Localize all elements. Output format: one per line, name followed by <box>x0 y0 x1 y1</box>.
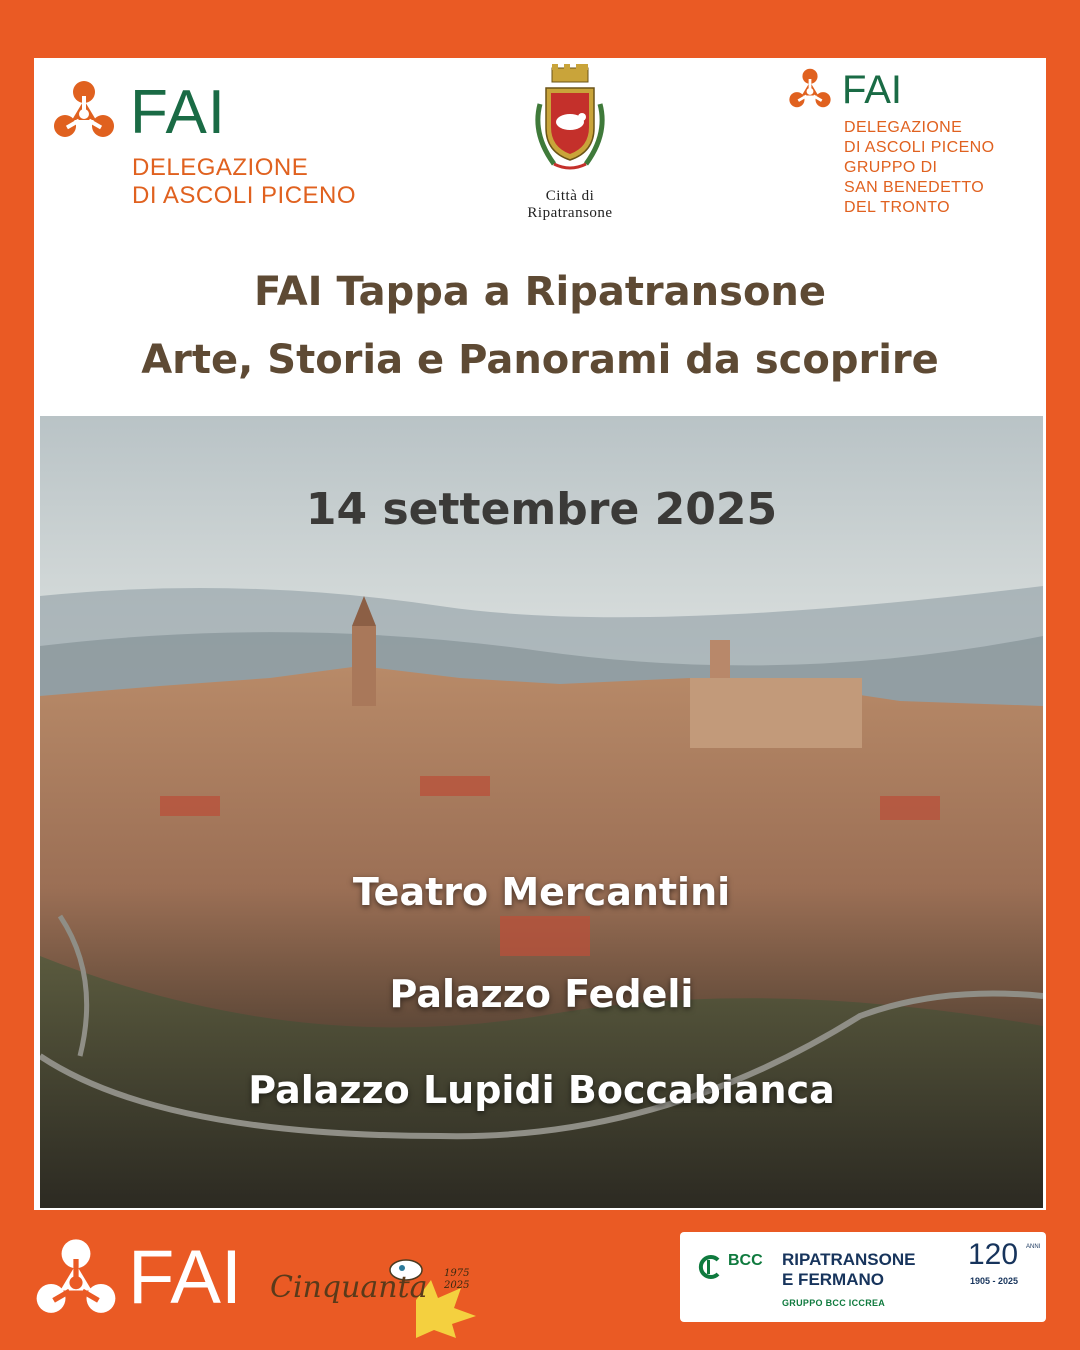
cinquanta-script: Cinquanta <box>270 1270 428 1305</box>
city-line1: Città di <box>545 188 595 204</box>
gruppo-text <box>844 118 1044 218</box>
venue-palazzo-fedeli: Palazzo Fedeli <box>389 972 694 1016</box>
fai-brand: FAI <box>842 68 903 112</box>
delegazione-line1: DELEGAZIONE <box>132 154 309 181</box>
anniversary-label: ANNI <box>1026 1244 1041 1250</box>
fai-trefoil-icon <box>52 80 116 144</box>
bcc-mark-icon <box>694 1252 724 1282</box>
event-date: 14 settembre 2025 <box>305 484 778 535</box>
anniversary-number: 120 <box>968 1238 1019 1271</box>
anniversary-years: 1905 - 2025 <box>970 1276 1019 1286</box>
fai-cinquanta-logo <box>34 1230 504 1340</box>
gruppo-line: DI ASCOLI PICENO <box>844 139 995 156</box>
bcc-sponsor-logo <box>680 1232 1046 1322</box>
city-name <box>505 188 635 222</box>
bank-name-line1: RIPATRANSONE <box>782 1250 916 1269</box>
gruppo-line: GRUPPO DI <box>844 159 938 176</box>
crest-shield-icon <box>524 64 616 184</box>
city-line2: Ripatransone <box>527 205 613 221</box>
delegazione-line2: DI ASCOLI PICENO <box>132 182 357 209</box>
bank-name-line2: E FERMANO <box>782 1270 884 1289</box>
year-end: 2025 <box>444 1280 470 1291</box>
cinquanta-years <box>444 1268 469 1292</box>
event-subtitle: Arte, Storia e Panorami da scoprire <box>141 337 939 383</box>
venue-teatro: Teatro Mercantini <box>352 870 731 914</box>
gruppo-line: SAN BENEDETTO <box>844 179 985 196</box>
year-start: 1975 <box>444 1268 470 1279</box>
fai-brand: FAI <box>130 78 227 147</box>
city-crest <box>505 64 635 224</box>
delegazione-text <box>132 154 432 210</box>
gruppo-line: DEL TRONTO <box>844 199 950 216</box>
venue-palazzo-lupidi: Palazzo Lupidi Boccabianca <box>248 1068 835 1112</box>
gruppo-line: DELEGAZIONE <box>844 119 963 136</box>
bank-group: GRUPPO BCC ICCREA <box>782 1298 886 1308</box>
fai-trefoil-icon <box>788 68 832 112</box>
bcc-short: BCC <box>728 1252 763 1269</box>
event-title: FAI Tappa a Ripatransone <box>253 269 827 315</box>
fai-trefoil-icon <box>34 1238 118 1322</box>
fai-brand: FAI <box>128 1235 243 1320</box>
